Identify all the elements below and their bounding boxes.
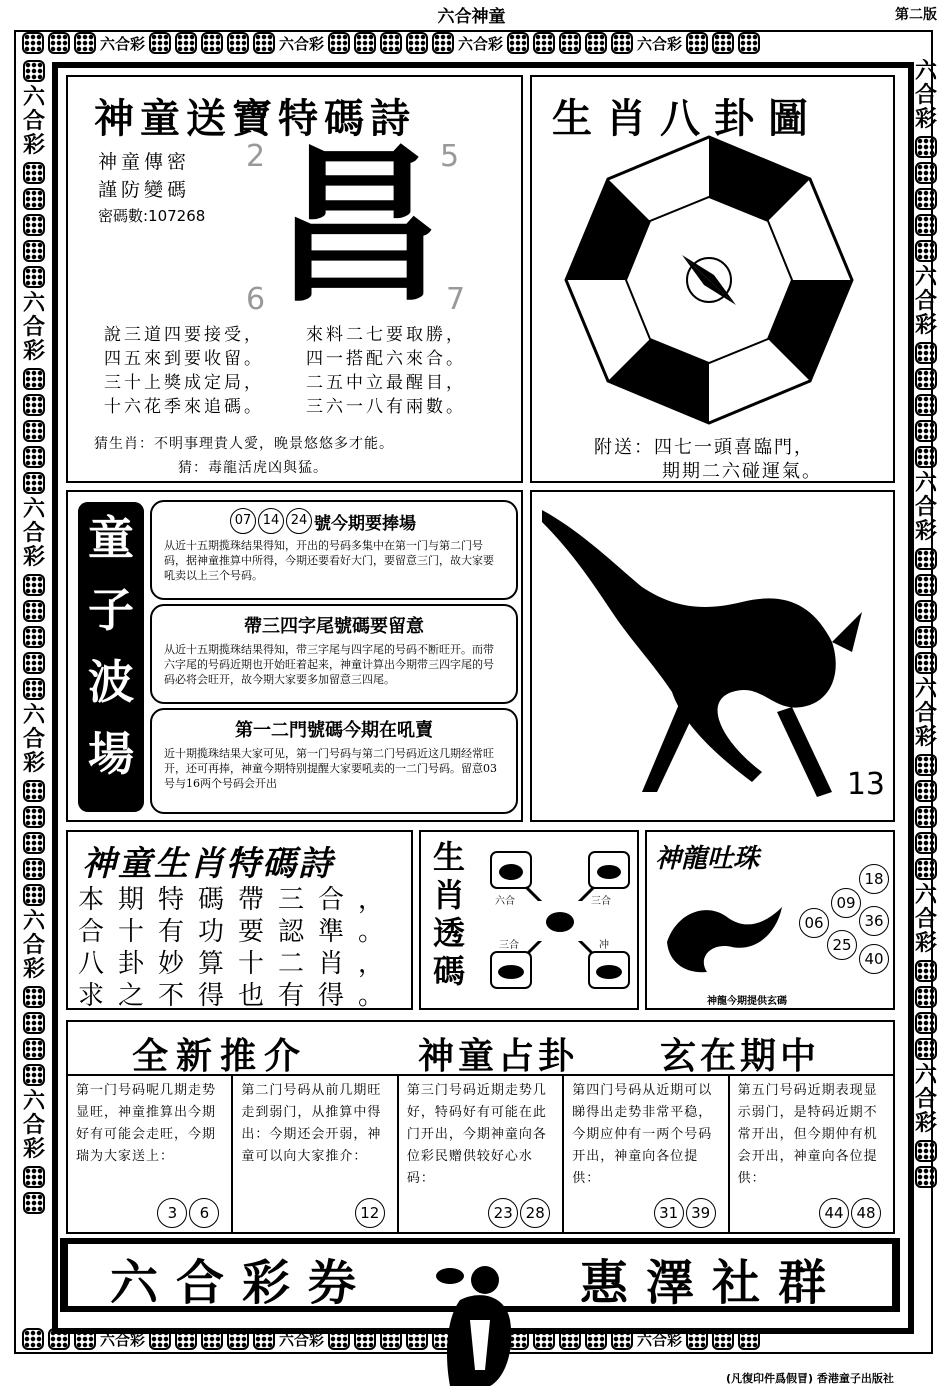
dice-icon — [201, 1328, 223, 1350]
tip-heading: 第一二門號碼今期在吼賣 — [235, 720, 433, 741]
poem-line: 十六花季來追碼。 — [104, 397, 264, 417]
door-number: 31 — [654, 1198, 684, 1228]
dice-icon — [915, 548, 937, 570]
dice-icon — [23, 986, 45, 1008]
poem-line: 四一搭配六來合。 — [306, 349, 466, 369]
dice-icon — [915, 652, 937, 674]
dice-icon — [175, 1328, 197, 1350]
dice-icon — [915, 1140, 937, 1162]
footer-left-text: 六合彩券 — [110, 1255, 375, 1311]
recommend-head-3: 玄在期中 — [660, 1035, 821, 1077]
dragon-ball: 25 — [827, 930, 857, 960]
tiger-icon — [596, 965, 622, 979]
dice-icon — [23, 188, 45, 210]
big-character: 昌 — [273, 126, 444, 326]
dice-icon — [915, 600, 937, 622]
poem-line: 本期特碼帶三合， — [78, 885, 399, 915]
dice-icon — [23, 394, 45, 416]
dragon-caption: 神龍今期提供玄碼 — [707, 996, 787, 1007]
dice-icon — [915, 858, 937, 880]
hint-number-tl: 2 — [246, 139, 266, 174]
dice-icon — [533, 1328, 555, 1350]
dice-icon — [915, 420, 937, 442]
dice-icon — [22, 32, 44, 54]
tip-text: 从近十五期揽珠结果得知，开出的号码多集中在第一门与第二门号码，据神童推算中所得，今期还要看好大门，要留意三门，故大家要吼卖以上三个号码。 — [164, 539, 494, 582]
door-column-5 — [730, 1076, 893, 1234]
dice-icon — [201, 32, 223, 54]
zodiac-poem-box — [66, 830, 413, 1010]
hint-number-bl: 6 — [246, 282, 266, 317]
top-band — [22, 30, 922, 56]
tip-text: 近十期揽珠结果大家可见，第一门号码与第二门号码近这几期经常旺开，还可再捧，神童今期特别提醒大家要吼卖的一二门号码。留意03号与16两个号码会开出 — [164, 747, 497, 790]
dice-icon — [915, 1012, 937, 1034]
publisher-credit: (凡復印件爲假冒) 香港童子出版社 — [726, 1372, 894, 1385]
side-label: 六合彩 — [22, 1089, 45, 1162]
dice-icon — [23, 240, 45, 262]
door-number: 28 — [520, 1198, 550, 1228]
poem-right-column — [306, 323, 466, 419]
band-label: 六合彩 — [458, 34, 504, 53]
dice-icon — [74, 32, 96, 54]
dice-icon — [354, 1328, 376, 1350]
dice-icon — [432, 32, 454, 54]
label-chong: 冲 — [599, 940, 609, 951]
poem-line: 四五來到要收留。 — [104, 349, 264, 369]
bagua-box — [530, 75, 895, 483]
dice-icon — [915, 626, 937, 648]
dice-icon — [23, 652, 45, 674]
dice-icon — [23, 266, 45, 288]
side-label: 六合彩 — [22, 497, 45, 570]
recommend-section — [66, 1020, 895, 1234]
tongzi-char: 童 — [78, 502, 144, 574]
door-number: 3 — [157, 1198, 187, 1228]
door-number: 48 — [851, 1198, 881, 1228]
tongzi-section — [66, 490, 523, 822]
dice-icon — [23, 1064, 45, 1086]
dice-icon — [253, 32, 275, 54]
title-char: 透 — [432, 914, 465, 952]
door-column-3 — [399, 1076, 564, 1234]
tip-box-3 — [150, 708, 518, 814]
gift-line-1: 附送：四七一頭喜臨門， — [594, 437, 814, 458]
dice-icon — [227, 1328, 249, 1350]
dice-icon — [915, 574, 937, 596]
dragon-box — [645, 830, 895, 1010]
dragon-ball: 36 — [859, 906, 889, 936]
label-liuhe: 六合 — [495, 896, 515, 907]
dice-icon — [738, 1328, 760, 1350]
title-char: 肖 — [432, 876, 465, 914]
dice-icon — [23, 214, 45, 236]
footer-right-text: 惠澤社群 — [580, 1255, 845, 1311]
dice-icon — [149, 1328, 171, 1350]
dice-icon — [915, 1166, 937, 1188]
dice-icon — [915, 806, 937, 828]
hint-number-tr: 5 — [440, 139, 460, 174]
door-number: 44 — [819, 1198, 849, 1228]
dice-icon — [48, 1328, 70, 1350]
band-label: 六合彩 — [100, 1330, 146, 1349]
dice-icon — [23, 472, 45, 494]
secret-line-1: 神童傳密 — [98, 151, 191, 173]
dice-icon — [23, 368, 45, 390]
left-band — [20, 60, 48, 1330]
door-column-4 — [564, 1076, 729, 1234]
edition-label: 第二版 — [895, 7, 937, 23]
label-sanhe-right: 三合 — [591, 896, 611, 907]
poem-line: 三十上獎成定局， — [104, 373, 264, 393]
secret-line-2: 謹防變碼 — [98, 179, 191, 201]
horse-image-box — [530, 490, 895, 822]
dice-icon — [915, 780, 937, 802]
zodiac-relation-diagram — [485, 846, 635, 996]
dice-icon — [915, 188, 937, 210]
band-label: 六合彩 — [100, 34, 146, 53]
dice-icon — [74, 1328, 96, 1350]
poem-line: 八卦妙算十二肖， — [78, 949, 399, 979]
bagua-diagram — [564, 135, 854, 425]
recommend-head-2: 神童占卦 — [418, 1035, 579, 1077]
tip-heading: 號今期要捧場 — [314, 513, 416, 534]
zodiac-through-box — [419, 830, 639, 1010]
dice-icon — [712, 1328, 734, 1350]
dice-icon — [915, 446, 937, 468]
secret-poem-box — [66, 75, 523, 483]
side-label: 六合彩 — [914, 59, 937, 132]
dice-icon — [23, 574, 45, 596]
right-band — [912, 60, 940, 1330]
dragon-title: 神龍吐珠 — [655, 844, 760, 874]
dice-icon — [227, 32, 249, 54]
dice-icon — [915, 368, 937, 390]
tongzi-vertical-bar — [78, 502, 144, 812]
poem-left-column — [104, 323, 264, 419]
dice-icon — [23, 1166, 45, 1188]
guess-line-1: 猜生肖：不明事理貴人愛，晚景悠悠多才能。 — [94, 436, 394, 452]
door-number: 12 — [355, 1198, 385, 1228]
dice-icon — [915, 342, 937, 364]
dice-icon — [585, 32, 607, 54]
door-text: 第二门号码从前几期旺走到弱门，从推算中得出：今期还会开弱，神童可以向大家推介： — [241, 1083, 382, 1164]
horse-number: 13 — [846, 767, 885, 802]
dragon-illustration — [657, 882, 797, 982]
number-ball: 07 — [230, 508, 256, 534]
door-number: 39 — [686, 1198, 716, 1228]
dice-icon — [915, 986, 937, 1008]
door-text: 第五门号码近期表现显示弱门，是特码近期不常开出，但今期仲有机会开出，神童向各位提供： — [737, 1083, 878, 1186]
dice-icon — [23, 600, 45, 622]
dice-icon — [915, 240, 937, 262]
dice-icon — [23, 884, 45, 906]
zodiac-poem-lines — [78, 884, 398, 1012]
dice-icon — [507, 32, 529, 54]
dice-icon — [380, 1328, 402, 1350]
poem-line: 二五中立最醒目， — [306, 373, 466, 393]
dice-icon — [380, 32, 402, 54]
dice-icon — [915, 754, 937, 776]
door-column-1 — [68, 1076, 233, 1234]
side-label: 六合彩 — [914, 1063, 937, 1136]
horse-icon — [498, 965, 524, 979]
dice-icon — [915, 214, 937, 236]
tongzi-char: 子 — [78, 574, 144, 646]
dice-icon — [23, 162, 45, 184]
poem-title: 神童送寶特碼詩 — [94, 95, 416, 142]
dice-icon — [611, 1328, 633, 1350]
door-text: 第一门号码呢几期走势显旺，神童推算出今期好有可能会走旺，今期瑞为大家送上： — [76, 1083, 217, 1164]
dice-icon — [23, 626, 45, 648]
number-ball: 14 — [258, 508, 284, 534]
number-ball: 24 — [286, 508, 312, 534]
dice-icon — [23, 1038, 45, 1060]
dice-icon — [915, 1038, 937, 1060]
zodiac-through-title — [431, 838, 467, 990]
band-label: 六合彩 — [637, 34, 683, 53]
dice-icon — [712, 32, 734, 54]
door-number: 6 — [189, 1198, 219, 1228]
poem-line: 來料二七要取勝， — [306, 325, 466, 345]
poem-line: 合十有功要認準。 — [78, 917, 399, 947]
band-label: 六合彩 — [637, 1330, 683, 1349]
dragon-ball: 06 — [799, 908, 829, 938]
sheep-icon — [499, 864, 523, 880]
title-char: 碼 — [432, 952, 465, 990]
hint-number-br: 7 — [446, 282, 466, 317]
dice-icon — [915, 960, 937, 982]
dice-icon — [23, 60, 45, 82]
dice-icon — [611, 32, 633, 54]
tongzi-char: 場 — [78, 718, 144, 790]
tip-box-1 — [150, 500, 518, 600]
dice-icon — [915, 832, 937, 854]
side-label: 六合彩 — [22, 291, 45, 364]
dice-icon — [686, 1328, 708, 1350]
dice-icon — [533, 32, 555, 54]
dice-icon — [406, 1328, 428, 1350]
dice-icon — [686, 32, 708, 54]
dice-icon — [559, 32, 581, 54]
dice-icon — [328, 32, 350, 54]
dice-icon — [406, 32, 428, 54]
dice-icon — [48, 32, 70, 54]
dice-icon — [175, 32, 197, 54]
tip-box-2 — [150, 604, 518, 704]
side-label: 六合彩 — [914, 471, 937, 544]
dice-icon — [253, 1328, 275, 1350]
dice-icon — [23, 832, 45, 854]
side-label: 六合彩 — [914, 265, 937, 338]
rooster-icon — [546, 912, 574, 932]
dice-icon — [738, 32, 760, 54]
zodiac-poem-title: 神童生肖特碼詩 — [82, 844, 334, 884]
dice-icon — [915, 394, 937, 416]
boy-figure-illustration — [430, 1260, 520, 1388]
recommend-columns — [68, 1074, 893, 1234]
poem-line: 求之不得也有得。 — [78, 981, 399, 1011]
code-number: 密碼數:107268 — [98, 207, 206, 225]
side-label: 六合彩 — [22, 85, 45, 158]
door-text: 第四门号码从近期可以睇得出走势非常平稳，今期应仲有一两个号码开出，神童向各位提供： — [572, 1083, 713, 1186]
side-label: 六合彩 — [22, 909, 45, 982]
dice-icon — [559, 1328, 581, 1350]
dice-icon — [23, 678, 45, 700]
dice-icon — [22, 1328, 44, 1350]
poem-line: 三六一八有兩數。 — [306, 397, 466, 417]
title-char: 生 — [432, 838, 465, 876]
dice-icon — [585, 1328, 607, 1350]
poem-line: 說三道四要接受， — [104, 325, 264, 345]
page-title: 六合神童 — [437, 7, 506, 27]
band-label: 六合彩 — [279, 34, 325, 53]
side-label: 六合彩 — [22, 703, 45, 776]
bagua-title: 生肖八卦圖 — [552, 95, 822, 142]
door-text: 第三门号码近期走势几好，特码好有可能在此门开出，今期神童向各位彩民赠供较好心水码： — [406, 1083, 547, 1186]
dragon-ball: 09 — [831, 888, 861, 918]
dice-icon — [915, 136, 937, 158]
tip-heading: 帶三四字尾號碼要留意 — [244, 616, 424, 637]
side-label: 六合彩 — [914, 677, 937, 750]
side-label: 六合彩 — [914, 883, 937, 956]
dice-icon — [149, 32, 171, 54]
dice-icon — [23, 446, 45, 468]
horse-illustration — [532, 492, 893, 820]
recommend-head-1: 全新推介 — [132, 1035, 309, 1077]
label-sanhe-left: 三合 — [499, 940, 519, 951]
dice-icon — [23, 1192, 45, 1214]
gift-line-2: 期期二六碰運氣。 — [662, 461, 822, 482]
dice-icon — [23, 858, 45, 880]
door-column-2 — [233, 1076, 398, 1234]
door-number: 23 — [488, 1198, 518, 1228]
dice-icon — [23, 420, 45, 442]
dice-icon — [328, 1328, 350, 1350]
dice-icon — [354, 32, 376, 54]
guess-line-2: 猜：毒龍活虎凶與猛。 — [178, 460, 328, 476]
dice-icon — [915, 162, 937, 184]
dice-icon — [23, 806, 45, 828]
dice-icon — [23, 1012, 45, 1034]
dragon-ball: 40 — [859, 944, 889, 974]
tongzi-char: 波 — [78, 646, 144, 718]
dice-icon — [23, 780, 45, 802]
band-label: 六合彩 — [279, 1330, 325, 1349]
rat-icon — [597, 865, 621, 879]
dragon-ball: 18 — [859, 864, 889, 894]
tip-text: 从近十五期揽珠结果得知，带三字尾与四字尾的号码不断旺开。而带六字尾的号码近期也开始旺着起来，神童计算出今期带三四字尾的号码必将会旺开，故今期大家要多加留意三四尾。 — [164, 643, 494, 686]
